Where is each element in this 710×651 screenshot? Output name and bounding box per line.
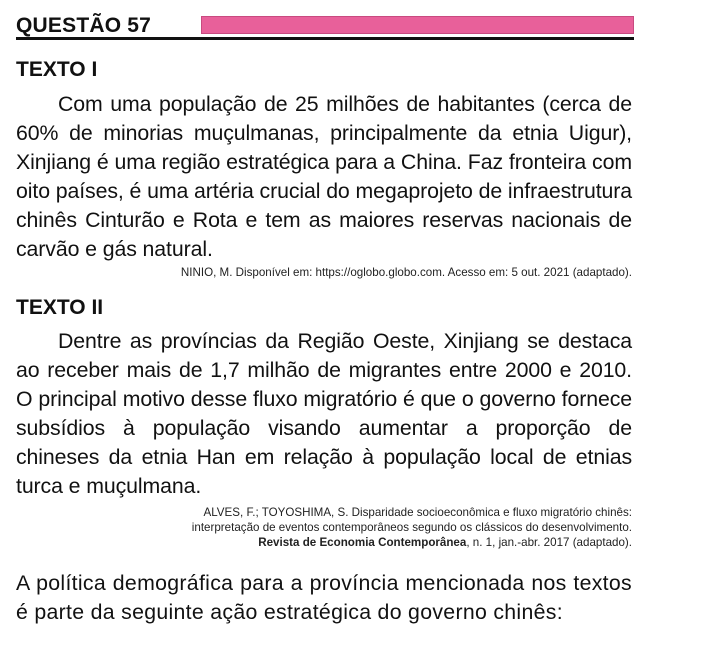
- question-prompt: A política demográfica para a província mencionada nos textos é parte da seguinte ação estratégica do governo chinês:: [16, 571, 632, 624]
- texto1-heading: TEXTO I: [16, 58, 98, 81]
- texto2-source: [192, 505, 632, 550]
- texto2-source-line3: [192, 535, 632, 550]
- texto2-source-line3-rest: , n. 1, jan.-abr. 2017 (adaptado).: [466, 536, 632, 549]
- question-header: [16, 12, 634, 42]
- texto2-heading: TEXTO II: [16, 296, 104, 319]
- header-rule: [16, 37, 634, 40]
- texto2-body: Dentre as províncias da Região Oeste, Xinjiang se destaca ao receber mais de 1,7 milhão de migrantes entre 2000 e 2010. O principal motivo desse fluxo migratório é que o governo fornece subsídios à população visando aumentar a proporção de chineses da etnia Han em relação à população local de etnias turca e muçulmana.: [16, 329, 632, 498]
- texto2-source-journal: Revista de Economia Contemporânea: [258, 536, 467, 549]
- question-number: QUESTÃO 57: [16, 14, 152, 37]
- header-accent-bar: [201, 16, 634, 34]
- texto2-source-line2: interpretação de eventos contemporâneos segundo os clássicos do desenvolvimento.: [191, 521, 632, 534]
- texto1-source: NINIO, M. Disponível em: https://oglobo.globo.com. Acesso em: 5 out. 2021 (adaptado).: [180, 266, 632, 279]
- texto2-source-line1: ALVES, F.; TOYOSHIMA, S. Disparidade socioeconômica e fluxo migratório chinês:: [203, 506, 632, 519]
- texto1-body: Com uma população de 25 milhões de habitantes (cerca de 60% de minorias muçulmanas, principalmente da etnia Uigur), Xinjiang é uma região estratégica para a China. Faz fronteira com oito países, é uma artéria crucial do megaprojeto de infraestrutura chinês Cinturão e Rota e tem as maiores reservas nacionais de carvão e gás natural.: [16, 92, 632, 261]
